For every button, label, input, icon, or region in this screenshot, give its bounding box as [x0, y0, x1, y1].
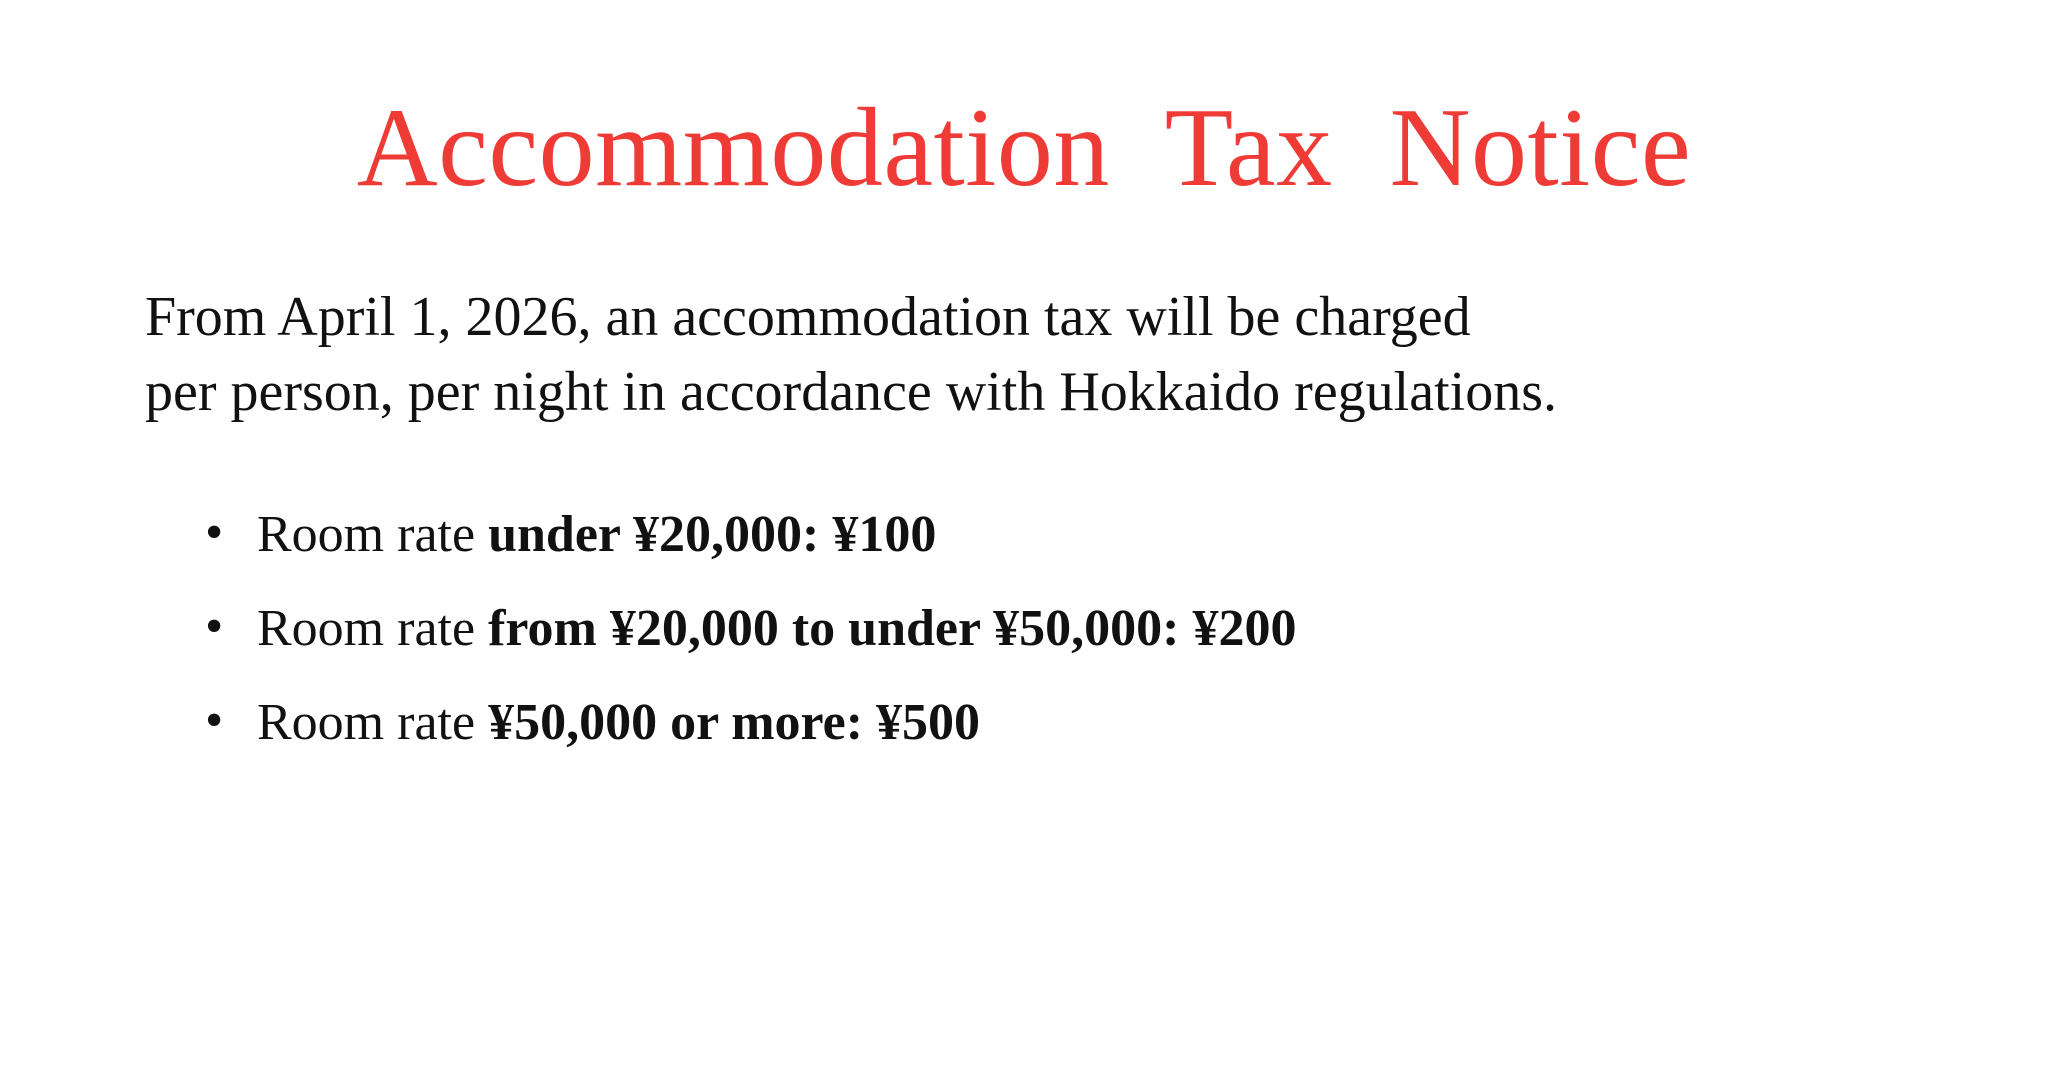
- bullet-icon: •: [205, 691, 224, 749]
- rate-emphasis: ¥50,000 or more: ¥500: [488, 693, 981, 751]
- list-item: [205, 691, 2048, 751]
- rate-prefix: Room rate: [257, 693, 489, 751]
- rate-prefix: Room rate: [257, 599, 489, 657]
- intro-line-2: per person, per night in accordance with Hokkaido regulations.: [145, 361, 1558, 424]
- bullet-icon: •: [205, 597, 224, 655]
- intro-line-1: From April 1, 2026, an accommodation tax will be charged: [145, 285, 1471, 348]
- page-title: Accommodation Tax Notice: [356, 86, 1692, 210]
- bullet-icon: •: [205, 503, 224, 561]
- rate-emphasis: under ¥20,000: ¥100: [488, 505, 937, 563]
- rate-list: [0, 431, 2048, 749]
- list-item: [205, 597, 2048, 657]
- list-item: [205, 503, 2048, 563]
- rate-prefix: Room rate: [257, 505, 489, 563]
- intro-paragraph: [0, 208, 1965, 431]
- rate-emphasis: from ¥20,000 to under ¥50,000: ¥200: [488, 599, 1297, 657]
